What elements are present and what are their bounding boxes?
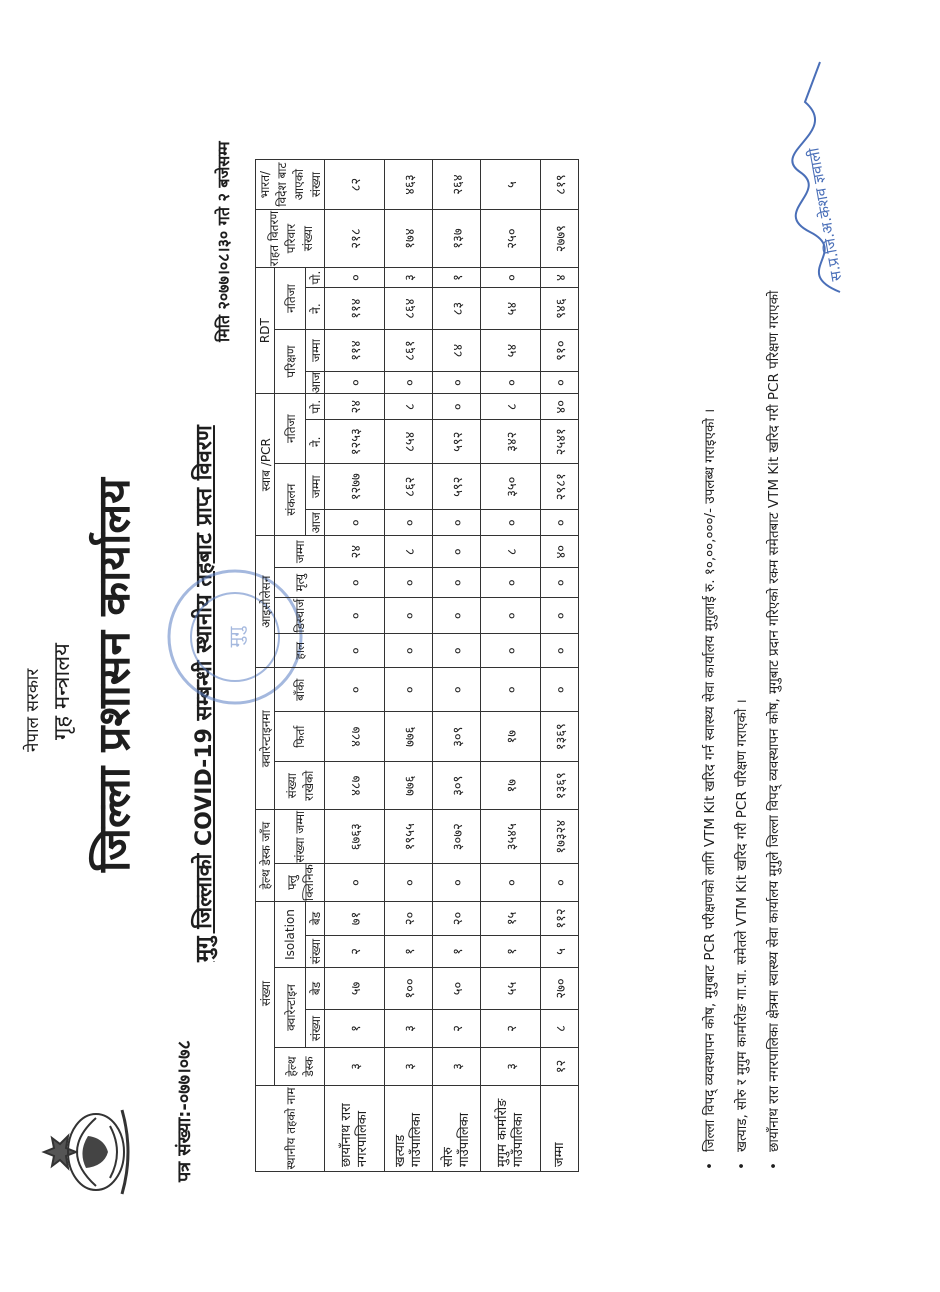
table-cell: ४० xyxy=(541,536,579,568)
table-cell: ४८७ xyxy=(325,762,385,810)
table-cell: ३ xyxy=(433,1048,481,1086)
covid-data-table xyxy=(255,159,579,1172)
table-cell: १०० xyxy=(385,968,433,1010)
table-cell: ४६३ xyxy=(385,160,433,210)
table-cell: २५४१ xyxy=(541,420,579,464)
table-cell: १ xyxy=(433,268,481,288)
table-cell: ० xyxy=(325,568,385,598)
table-cell: ८२ xyxy=(325,160,385,210)
col-health-desk: हेल्थ डेस्क xyxy=(275,1048,325,1086)
col-rdt-total: जम्मा xyxy=(306,330,325,372)
table-cell: ० xyxy=(541,634,579,668)
col-group-isolation: आइसोलेसन xyxy=(256,536,275,668)
table-cell: ६७६३ xyxy=(325,810,385,864)
table-cell: ३०९ xyxy=(433,712,481,762)
reference-number: पत्र संख्या:-०७७।०७८ xyxy=(174,1040,195,1182)
table-cell: ३ xyxy=(325,1048,385,1086)
table-cell: ५७ xyxy=(325,968,385,1010)
table-cell: ४० xyxy=(541,394,579,420)
col-isolation: Isolation xyxy=(275,902,306,968)
table-cell: १२७७ xyxy=(325,464,385,510)
table-cell: ० xyxy=(481,568,541,598)
table-cell: ० xyxy=(385,372,433,394)
table-cell: ५ xyxy=(481,160,541,210)
table-cell: २४ xyxy=(325,536,385,568)
table-cell: २९८१ xyxy=(541,464,579,510)
table-cell: ० xyxy=(481,510,541,536)
gov-name: नेपाल सरकार xyxy=(23,668,43,752)
table-cell: ० xyxy=(325,668,385,712)
col-swab-total: जम्मा xyxy=(306,464,325,510)
row-name: छायाँनाथ रारा नगरपालिका xyxy=(325,1086,385,1172)
table-cell: ० xyxy=(541,568,579,598)
table-cell: १३७ xyxy=(433,210,481,268)
table-cell: ५० xyxy=(433,968,481,1010)
col-group-health-desk-exam: हेल्थ डेस्क जाँच xyxy=(256,810,275,902)
table-cell: १२ xyxy=(541,1048,579,1086)
col-swab-neg: ने. xyxy=(306,420,325,464)
col-group-rdt: RDT xyxy=(256,268,275,394)
col-current: हाल xyxy=(275,634,325,668)
col-abroad: भारत/ विदेश बाट आएको संख्या xyxy=(256,160,325,210)
table-cell: ३ xyxy=(481,1048,541,1086)
table-cell: ० xyxy=(541,668,579,712)
col-kept-count: संख्या राखेको xyxy=(275,762,325,810)
stamp-text: मुगु xyxy=(226,626,247,648)
table-cell: ८४ xyxy=(433,330,481,372)
col-remaining: बाँकी xyxy=(275,668,325,712)
table-cell: ३५४५ xyxy=(481,810,541,864)
col-rdt-today: आज xyxy=(306,372,325,394)
col-quarantine: क्वारेन्टाइन xyxy=(275,968,306,1048)
table-cell: १२५३ xyxy=(325,420,385,464)
table-cell: १५ xyxy=(481,902,541,936)
table-cell: ३५० xyxy=(481,464,541,510)
table-cell: ३०९ xyxy=(433,762,481,810)
table-cell: ० xyxy=(325,268,385,288)
col-rdt-pos: पो. xyxy=(306,268,325,288)
table-cell: १ xyxy=(325,1010,385,1048)
col-swab-result: नतिजा xyxy=(275,394,306,464)
col-swab-pos: पो. xyxy=(306,394,325,420)
col-relief: राहत वितरण परिवार संख्या xyxy=(256,210,325,268)
note-item: • जिल्ला विपद् व्यवस्थापन कोष, मुगुबाट PCR परीक्षणको लागि VTM Kit खरिद गर्न स्वास्थ्य सेवा कार्यालय मुगुलाई रु. १०,००,०००/- उपलब्ध गराइएको । xyxy=(700,140,720,1170)
note-item: • छायाँनाथ रारा नगरपालिका क्षेत्रमा स्वास्थ्य सेवा कार्यालय मुगुले जिल्ला विपद् व्यवस्थापन कोष, मुगुबाट प्रदान गरिएको रकम समेतबाट VTM Kit खरिद गरी PCR परिक्षण गराएको xyxy=(764,140,784,1170)
table-cell: २ xyxy=(433,1010,481,1048)
col-i-bed: बेड xyxy=(306,902,325,936)
col-group-quarantine: क्वारेन्टाइनमा xyxy=(256,668,275,810)
col-flu-clinic: फ्लु क्लिनिक xyxy=(275,864,325,902)
table-cell: २७० xyxy=(541,968,579,1010)
table-cell: ३ xyxy=(385,1010,433,1048)
table-cell: ८३ xyxy=(433,288,481,330)
table-cell: ० xyxy=(385,510,433,536)
table-cell: ० xyxy=(433,536,481,568)
table-cell: ८ xyxy=(481,394,541,420)
table-cell: १७ xyxy=(481,712,541,762)
table-cell: १ xyxy=(481,936,541,968)
table-cell: ० xyxy=(385,568,433,598)
table-cell: ९४६ xyxy=(541,288,579,330)
table-cell: ० xyxy=(481,864,541,902)
table-cell: ८६४ xyxy=(385,288,433,330)
table-cell: १७ xyxy=(481,762,541,810)
table-cell: ० xyxy=(481,598,541,634)
signatory-name: स.प्र.जि.अ.केशव ज्ञवाली xyxy=(804,146,846,283)
table-cell: ८५४ xyxy=(385,420,433,464)
table-cell: ३४२ xyxy=(481,420,541,464)
col-returned: फिर्ता xyxy=(275,712,325,762)
col-group-count: संख्या xyxy=(256,902,275,1086)
table-row xyxy=(481,160,541,1172)
row-name: सोरु गाउँपालिका xyxy=(433,1086,481,1172)
table-cell: ० xyxy=(433,668,481,712)
table-cell: ० xyxy=(385,598,433,634)
col-death: मृत्यु xyxy=(275,568,325,598)
col-local-level: स्थानीय तहको नाम xyxy=(256,1086,325,1172)
col-q-bed: बेड xyxy=(306,968,325,1010)
table-cell: ३ xyxy=(385,268,433,288)
col-rdt-neg: ने. xyxy=(306,288,325,330)
table-cell: ० xyxy=(541,598,579,634)
row-name: जम्मा xyxy=(541,1086,579,1172)
col-collection: संकलन xyxy=(275,464,306,536)
table-cell: ३ xyxy=(385,1048,433,1086)
table-cell: ५५ xyxy=(481,968,541,1010)
table-cell: ७१ xyxy=(325,902,385,936)
table-cell: ० xyxy=(481,634,541,668)
table-cell: ५४ xyxy=(481,288,541,330)
table-cell: ७७६ xyxy=(385,762,433,810)
table-cell: ११४ xyxy=(325,288,385,330)
table-cell: ३०७२ xyxy=(433,810,481,864)
table-cell: ० xyxy=(385,668,433,712)
col-discharge: डिस्चार्ज xyxy=(275,598,325,634)
table-cell: ० xyxy=(481,372,541,394)
table-cell: ८ xyxy=(481,536,541,568)
row-name: मुगुम कार्मारोङ गाउँपालिका xyxy=(481,1086,541,1172)
table-cell: ० xyxy=(385,864,433,902)
table-cell: ८१९ xyxy=(541,160,579,210)
date-line: मिति २०७७।०८।३० गते २ बजेसम्म xyxy=(214,141,233,342)
table-cell: ० xyxy=(325,598,385,634)
row-name: खत्याड गाउँपालिका xyxy=(385,1086,433,1172)
table-cell: ० xyxy=(325,864,385,902)
table-cell: ८६२ xyxy=(385,464,433,510)
table-cell: ७७६ xyxy=(385,712,433,762)
col-rdt-test: परिक्षण xyxy=(275,330,306,394)
table-cell: ११४ xyxy=(325,330,385,372)
table-cell: १७४ xyxy=(385,210,433,268)
table-cell: १ xyxy=(385,936,433,968)
page-title: मुगु जिल्लाको COVID-19 सम्बन्धी स्थानीय तहबाट प्राप्त विवरण xyxy=(192,425,217,962)
col-group-swab: स्वाब /PCR xyxy=(256,394,275,536)
table-cell: २ xyxy=(481,1010,541,1048)
table-cell: १३६९ xyxy=(541,762,579,810)
table-row xyxy=(385,160,433,1172)
ministry-name: गृह मन्त्रालय xyxy=(50,643,75,740)
table-cell: ० xyxy=(433,510,481,536)
table-cell: ० xyxy=(433,634,481,668)
table-cell: २ xyxy=(325,936,385,968)
table-cell: ० xyxy=(325,372,385,394)
table-row-total xyxy=(541,160,579,1172)
table-cell: ० xyxy=(385,634,433,668)
table-cell: १९५५ xyxy=(385,810,433,864)
table-cell: २० xyxy=(433,902,481,936)
col-swab-today: आज xyxy=(306,510,325,536)
col-rdt-result: नतिजा xyxy=(275,268,306,330)
table-cell: ५ xyxy=(541,936,579,968)
table-cell: ५४ xyxy=(481,330,541,372)
table-cell: ८६१ xyxy=(385,330,433,372)
table-cell: १ xyxy=(433,936,481,968)
table-cell: ० xyxy=(433,372,481,394)
table-cell: ११२ xyxy=(541,902,579,936)
table-cell: ४८७ xyxy=(325,712,385,762)
note-item: • खत्याड, सोरु र मुगुम कार्मारोङ गा.पा. समेतले VTM Kit खरिद गरी PCR परिक्षण गराएको । xyxy=(732,140,752,1170)
col-iso-total: जम्मा xyxy=(275,536,325,568)
table-cell: ० xyxy=(325,510,385,536)
table-cell: ० xyxy=(481,668,541,712)
col-q-number: संख्या xyxy=(306,1010,325,1048)
table-cell: २५० xyxy=(481,210,541,268)
table-cell: ० xyxy=(433,864,481,902)
table-cell: ० xyxy=(433,598,481,634)
table-cell: ५९२ xyxy=(433,420,481,464)
table-cell: ० xyxy=(541,372,579,394)
table-cell: ८ xyxy=(541,1010,579,1048)
table-cell: ० xyxy=(541,510,579,536)
nepal-emblem-icon xyxy=(38,1096,134,1208)
table-cell: १३६९ xyxy=(541,712,579,762)
table-cell: २७७९ xyxy=(541,210,579,268)
col-i-number: संख्या xyxy=(306,936,325,968)
table-cell: ० xyxy=(541,864,579,902)
table-cell: ९१० xyxy=(541,330,579,372)
table-cell: ४ xyxy=(541,268,579,288)
office-name: जिल्ला प्रशासन कार्यालय xyxy=(89,478,140,872)
table-cell: २६४ xyxy=(433,160,481,210)
table-cell: ५९२ xyxy=(433,464,481,510)
col-total-count: संख्या जम्मा xyxy=(275,810,325,864)
table-cell: १७३२४ xyxy=(541,810,579,864)
table-row xyxy=(325,160,385,1172)
table-cell: ० xyxy=(433,394,481,420)
table-cell: २४ xyxy=(325,394,385,420)
table-cell: ८ xyxy=(385,536,433,568)
table-cell: ० xyxy=(433,568,481,598)
table-cell: २० xyxy=(385,902,433,936)
table-cell: ८ xyxy=(385,394,433,420)
table-cell: ० xyxy=(325,634,385,668)
table-cell: ० xyxy=(481,268,541,288)
table-row xyxy=(433,160,481,1172)
table-cell: २१८ xyxy=(325,210,385,268)
